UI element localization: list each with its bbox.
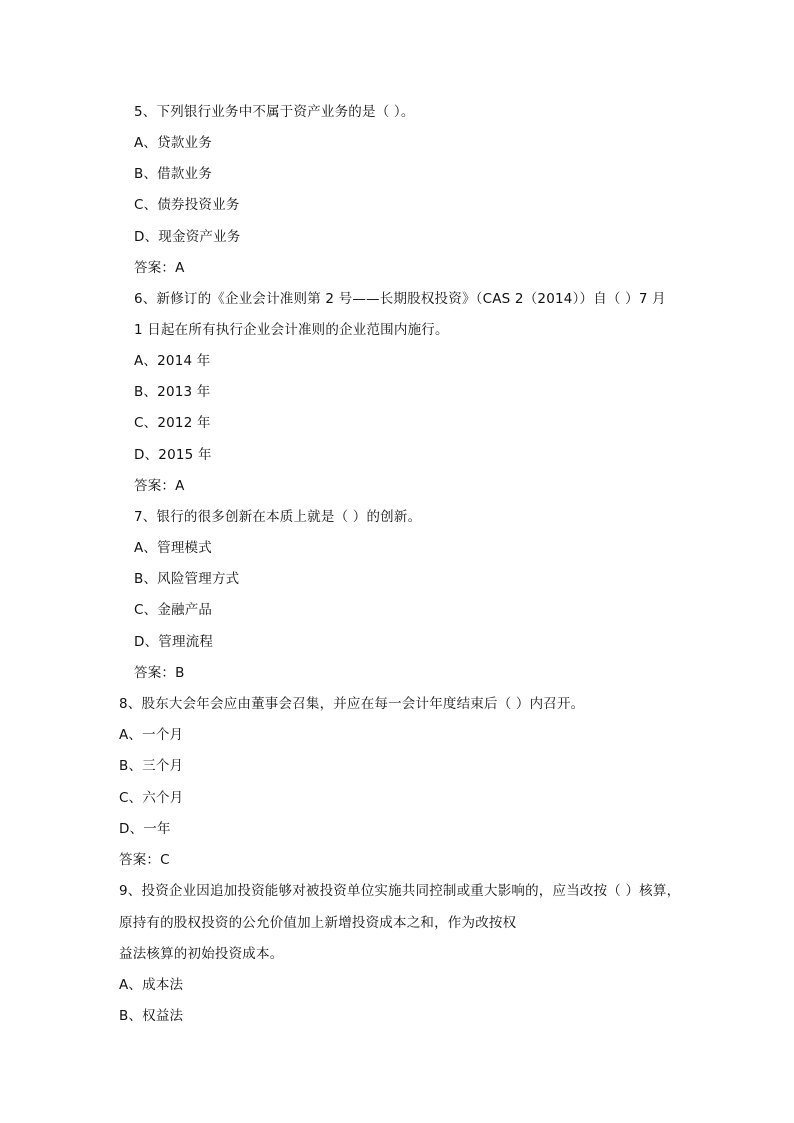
question-8-option-a: A、一个月 xyxy=(119,727,184,743)
question-9-stem-line-3: 益法核算的初始投资成本。 xyxy=(119,946,284,962)
question-9-option-b: B、权益法 xyxy=(119,1008,184,1024)
question-6-option-c: C、2012 年 xyxy=(134,415,211,431)
question-5-option-c: C、债券投资业务 xyxy=(134,197,240,213)
question-6-stem-line-2: 1 日起在所有执行企业会计准则的企业范围内施行。 xyxy=(134,322,449,338)
question-6-option-d: D、2015 年 xyxy=(134,447,212,463)
question-6-option-b: B、2013 年 xyxy=(134,384,211,400)
question-7-answer: 答案：B xyxy=(134,665,185,681)
question-7-option-a: A、管理模式 xyxy=(134,540,212,556)
question-8-option-c: C、六个月 xyxy=(119,790,184,806)
question-7-option-d: D、管理流程 xyxy=(134,634,214,650)
question-5-option-b: B、借款业务 xyxy=(134,166,212,182)
question-9-stem-line-2: 原持有的股权投资的公允价值加上新增投资成本之和，作为改按权 xyxy=(119,915,517,931)
question-5-stem: 5、下列银行业务中不属于资产业务的是（ ）。 xyxy=(134,104,415,120)
question-6-stem-line-1: 6、新修订的《企业会计准则第 2 号——长期股权投资》（CAS 2（2014））自（ ）7 月 xyxy=(134,291,666,307)
question-9-option-a: A、成本法 xyxy=(119,977,184,993)
question-7-option-c: C、金融产品 xyxy=(134,602,213,618)
question-8-option-b: B、三个月 xyxy=(119,758,184,774)
question-5-option-d: D、现金资产业务 xyxy=(134,229,241,245)
question-8-option-d: D、一年 xyxy=(119,821,171,837)
question-5-answer: 答案：A xyxy=(134,260,185,276)
question-5-option-a: A、贷款业务 xyxy=(134,135,212,151)
question-9-stem-line-1: 9、投资企业因追加投资能够对被投资单位实施共同控制或重大影响的，应当改按（ ）核算， xyxy=(119,883,681,899)
question-6-answer: 答案：A xyxy=(134,478,185,494)
question-6-option-a: A、2014 年 xyxy=(134,353,211,369)
question-8-stem: 8、股东大会年会应由董事会召集，并应在每一会计年度结束后（ ）内召开。 xyxy=(119,696,585,712)
question-8-answer: 答案：C xyxy=(119,852,170,868)
question-7-option-b: B、风险管理方式 xyxy=(134,571,240,587)
question-7-stem: 7、银行的很多创新在本质上就是（ ）的创新。 xyxy=(134,509,422,525)
